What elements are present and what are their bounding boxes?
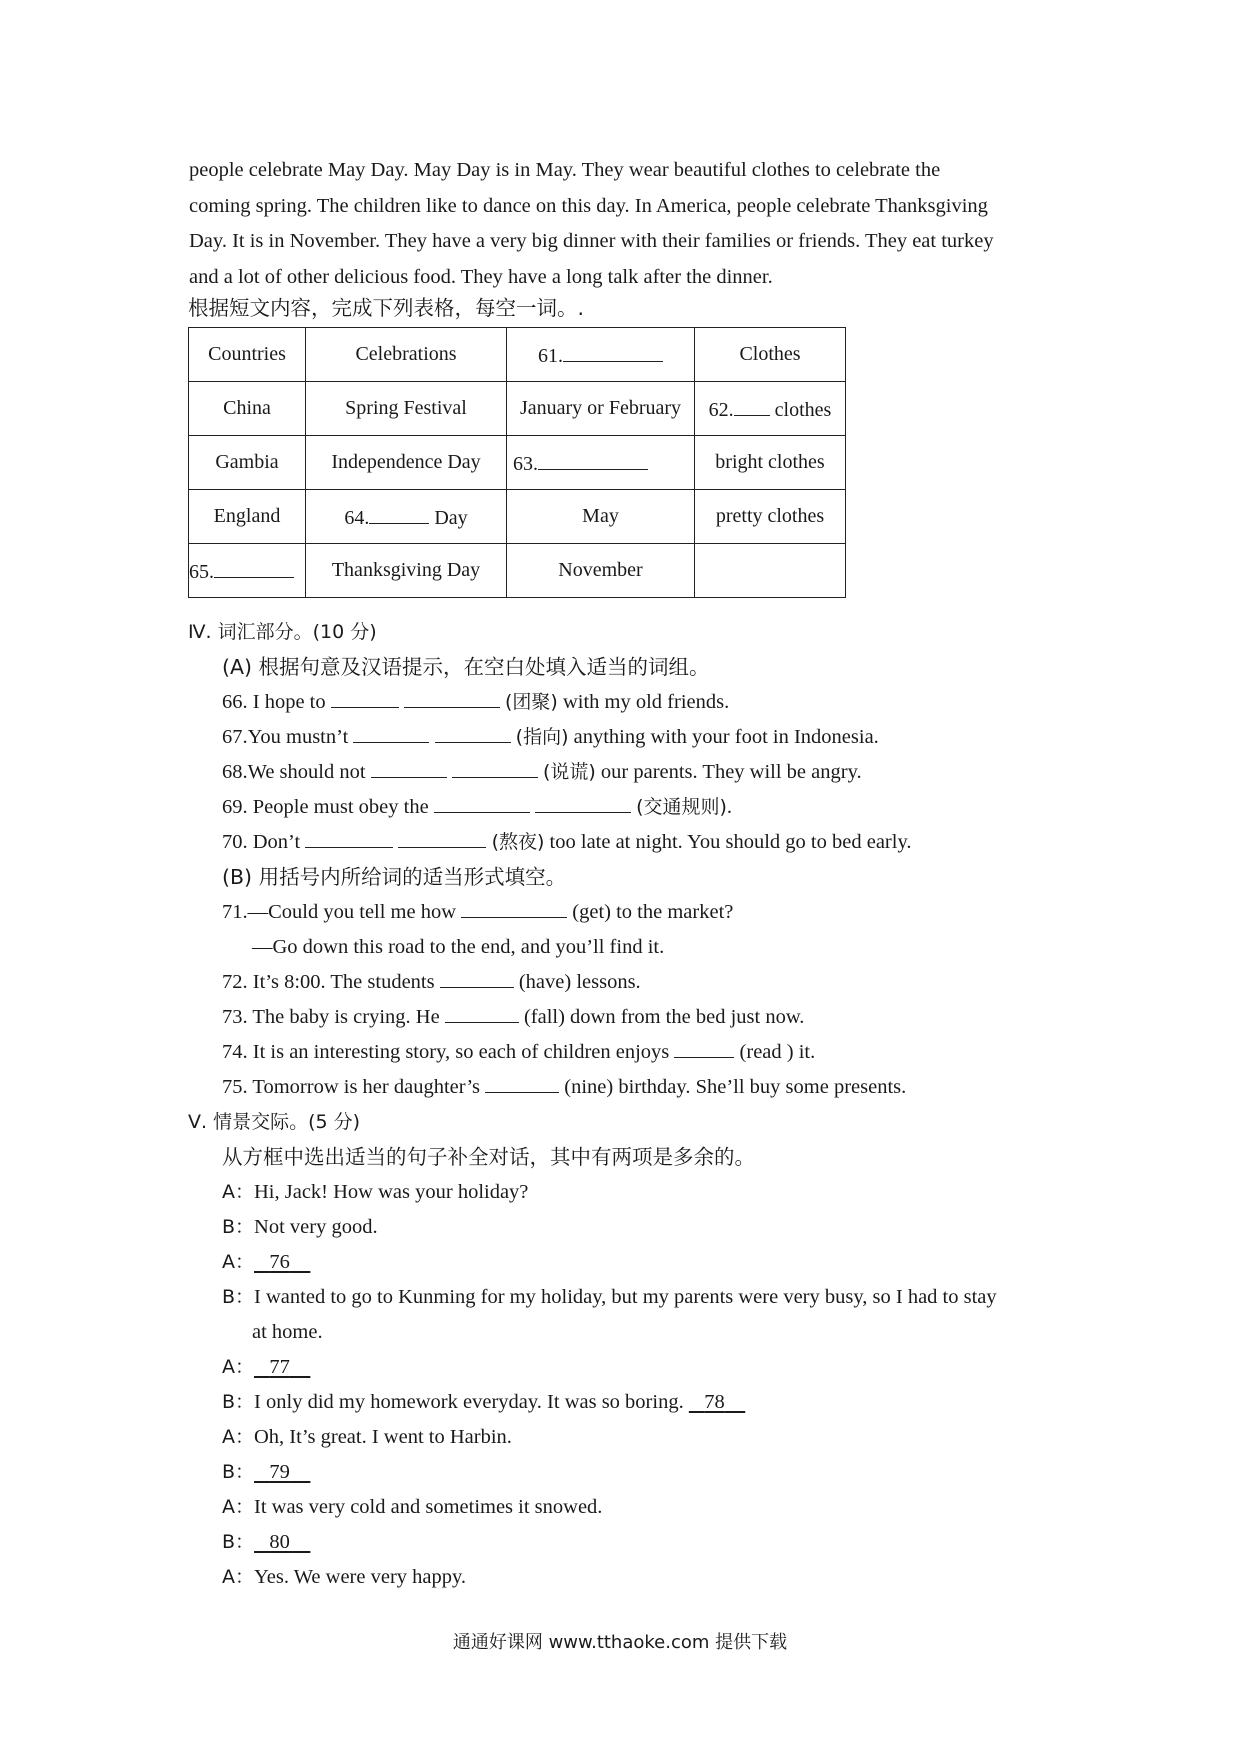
cell-clothes: pretty clothes [695,490,846,544]
blank-73[interactable] [445,1002,519,1023]
dialogue-line: A：It was very cold and sometimes it snowed. [222,1496,603,1518]
cell-empty [695,544,846,598]
cell-q65: 65. [189,544,306,598]
cell-celebration: Independence Day [306,436,507,490]
blank-67a[interactable] [353,722,429,743]
reading-passage [189,153,1061,295]
passage-line: Day. It is in November. They have a very big dinner with their families or friends. They eat turkey [189,230,994,252]
part-b-instruction: (B) 用括号内所给词的适当形式填空。 [222,865,567,889]
blank-69b[interactable] [535,792,631,813]
blank-66b[interactable] [404,687,500,708]
question-73: 73. The baby is crying. He (fall) down from the bed just now. [222,1002,804,1032]
section-5-heading: Ⅴ. 情景交际。(5 分) [188,1111,361,1133]
table-row [189,544,846,598]
blank-64[interactable] [369,503,429,524]
page-footer: 通通好课网 www.tthaoke.com 提供下载 [452,1632,788,1653]
section-5-instruction: 从方框中选出适当的句子补全对话，其中有两项是多余的。 [222,1145,755,1169]
blank-78[interactable]: 78 [704,1391,725,1413]
question-71: 71.—Could you tell me how (get) to the market? [222,897,733,927]
question-72: 72. It’s 8:00. The students (have) lessons. [222,967,641,997]
cell-country: Gambia [189,436,306,490]
cell-celebration: Spring Festival [306,382,507,436]
blank-76[interactable]: 76 [269,1251,290,1273]
blank-75[interactable] [485,1072,559,1093]
header-countries: Countries [189,328,306,382]
dialogue-line: B：I only did my homework everyday. It was so boring. 78 [222,1387,745,1417]
cell-time: November [507,544,695,598]
cell-q62: 62. clothes [695,382,846,436]
blank-70b[interactable] [398,827,486,848]
header-clothes: Clothes [695,328,846,382]
question-69: 69. People must obey the (交通规则). [222,792,732,822]
blank-69a[interactable] [434,792,530,813]
cell-clothes: bright clothes [695,436,846,490]
cell-country: England [189,490,306,544]
question-66: 66. I hope to (团聚) with my old friends. [222,687,729,717]
table-instruction: 根据短文内容，完成下列表格，每空一词。. [188,296,585,320]
question-67: 67.You mustn’t (指向) anything with your foot in Indonesia. [222,722,879,752]
dialogue-line: B： 80 [222,1527,310,1557]
question-70: 70. Don’t (熬夜) too late at night. You should go to bed early. [222,827,912,857]
blank-68b[interactable] [452,757,538,778]
cell-q64: 64. Day [306,490,507,544]
question-74: 74. It is an interesting story, so each of children enjoys (read ) it. [222,1037,815,1067]
blank-67b[interactable] [435,722,511,743]
table-row [189,382,846,436]
blank-79[interactable]: 79 [269,1461,290,1483]
cell-time: January or February [507,382,695,436]
blank-65[interactable] [214,557,294,578]
dialogue-line: B：Not very good. [222,1216,378,1238]
dialogue-line: A：Yes. We were very happy. [222,1566,467,1588]
passage-line: people celebrate May Day. May Day is in May. They wear beautiful clothes to celebrate the [189,159,941,181]
header-q61: 61. [507,328,695,382]
header-celebrations: Celebrations [306,328,507,382]
table-header-row [189,328,846,382]
blank-77[interactable]: 77 [269,1356,290,1378]
part-a-instruction: (A) 根据句意及汉语提示，在空白处填入适当的词组。 [222,655,710,679]
question-71-response: —Go down this road to the end, and you’ll find it. [252,936,665,958]
blank-72[interactable] [440,967,514,988]
dialogue-line: A：Oh, It’s great. I went to Harbin. [222,1426,512,1448]
blank-74[interactable] [674,1037,734,1058]
blank-70a[interactable] [305,827,393,848]
dialogue-line: B：I wanted to go to Kunming for my holiday, but my parents were very busy, so I had to stay [222,1286,997,1308]
passage-line: and a lot of other delicious food. They have a long talk after the dinner. [189,265,773,288]
section-4-heading: Ⅳ. 词汇部分。(10 分) [188,621,377,643]
dialogue-line: A： 77 [222,1352,310,1382]
passage-line: coming spring. The children like to dance on this day. In America, people celebrate Thanksgiving [189,194,988,217]
table-row [189,436,846,490]
question-75: 75. Tomorrow is her daughter’s (nine) birthday. She’ll buy some presents. [222,1072,906,1102]
table-row [189,490,846,544]
dialogue-line-continued: at home. [252,1321,323,1343]
cell-celebration: Thanksgiving Day [306,544,507,598]
dialogue-line: A： 76 [222,1247,310,1277]
celebrations-table [188,327,846,598]
cell-time: May [507,490,695,544]
cell-q63: 63. [507,436,695,490]
blank-61[interactable] [563,341,663,362]
cell-country: China [189,382,306,436]
blank-62[interactable] [734,395,770,416]
question-68: 68.We should not (说谎) our parents. They will be angry. [222,757,862,787]
blank-63[interactable] [538,449,648,470]
dialogue-line: A：Hi, Jack! How was your holiday? [222,1181,529,1203]
blank-66a[interactable] [331,687,399,708]
blank-71[interactable] [461,897,567,918]
dialogue-line: B： 79 [222,1457,310,1487]
blank-80[interactable]: 80 [269,1531,290,1553]
blank-68a[interactable] [371,757,447,778]
